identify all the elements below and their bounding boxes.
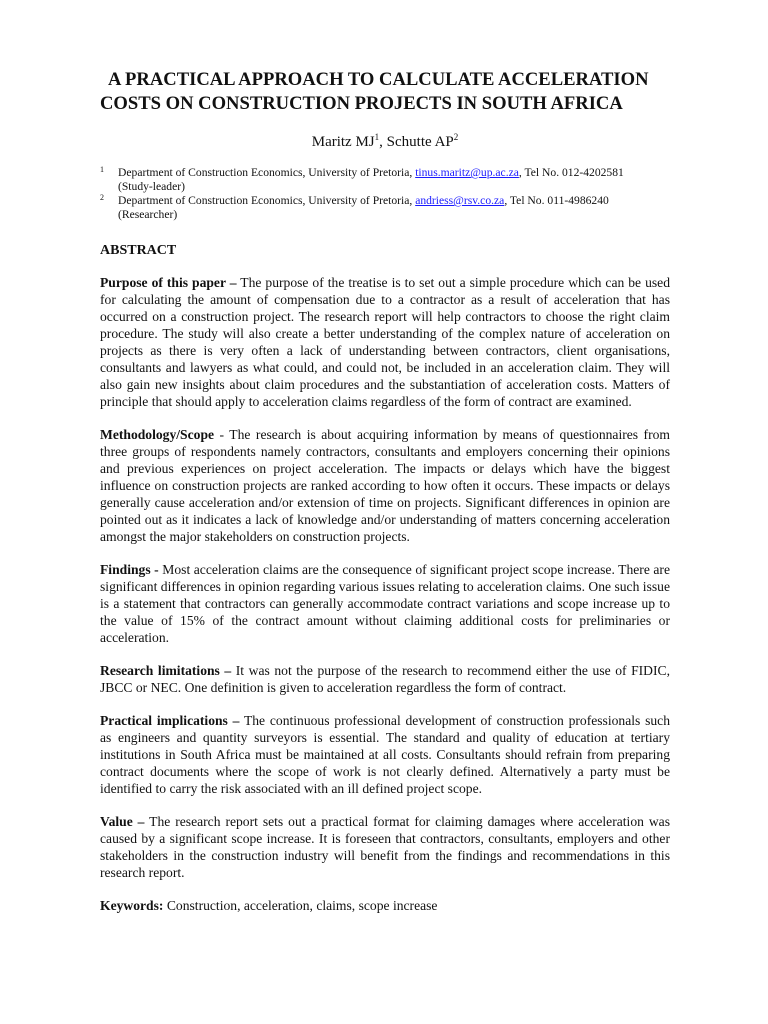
title-line-1: A PRACTICAL APPROACH TO CALCULATE ACCELERATION (108, 69, 649, 90)
value-text: The research report sets out a practical format for claiming damages where acceleration was caused by a significant scope increase. It is foreseen that contractors, consultants, employers and other stakeholders in the construction industry will benefit from the findings and recommendations in this research report. (100, 814, 670, 880)
keywords-label: Keywords: (100, 898, 164, 913)
affiliation-1-role: (Study-leader) (118, 180, 185, 193)
value-label: Value – (100, 814, 145, 829)
affiliation-1 (100, 166, 670, 194)
title-line-2: COSTS ON CONSTRUCTION PROJECTS IN SOUTH AFRICA (100, 93, 623, 114)
keywords-paragraph (100, 897, 670, 914)
affiliation-2-text: Department of Construction Economics, University of Pretoria, (118, 194, 416, 207)
document-page (100, 68, 670, 930)
author-2: Schutte AP (386, 134, 454, 150)
implications-paragraph (100, 712, 670, 797)
limitations-text: It was not the purpose of the research to recommend either the use of FIDIC, JBCC or NEC. One definition is given to acceleration regardless the form of contract. (100, 663, 670, 695)
value-paragraph (100, 813, 670, 881)
affiliation-2 (100, 194, 670, 222)
affiliations (100, 166, 670, 222)
affiliation-1-phone: , Tel No. 012-4202581 (518, 166, 624, 179)
limitations-label: Research limitations – (100, 663, 232, 678)
purpose-paragraph (100, 274, 670, 410)
affiliation-2-email-link[interactable]: andriess@rsv.co.za (415, 194, 505, 207)
purpose-text: The purpose of the treatise is to set out a simple procedure which can be used for calculating the amount of compensation due to a contractor as a result of acceleration that has occurred on a construction project. The research report will help contractors to choose the right claim procedure. The study will also create a better understanding of the complex nature of acceleration on projects as there is very often a lack of understanding between contractors, client organisations, consultants and lawyers as what could, and could not, be included in an acceleration claim. They will also gain new insights about claim procedures and the substantiation of acceleration costs. Matters of principle that should apply to acceleration claims regardless of the form of contract are examined. (100, 275, 670, 409)
implications-label: Practical implications – (100, 713, 240, 728)
findings-label: Findings - (100, 562, 159, 577)
keywords-text: Construction, acceleration, claims, scope increase (163, 898, 438, 913)
author-separator: , (379, 134, 387, 150)
methodology-text: - The research is about acquiring information by means of questionnaires from three groups of respondents namely contractors, consultants and employers concerning their opinions and previous experiences on project acceleration. The impacts or delays which have the biggest influence on construction projects are ranked according to how often it occurs. These impacts or delays generally cause acceleration and/or extension of time on projects. Significant differences in opinion are pointed out as it indicates a lack of knowledge and/or understanding of matters concerning acceleration amongst the major stakeholders on construction projects. (100, 427, 670, 544)
methodology-paragraph (100, 426, 670, 545)
methodology-label: Methodology/Scope (100, 427, 215, 442)
author-1-superscript: 1 (374, 132, 380, 142)
purpose-label: Purpose of this paper – (100, 275, 237, 290)
implications-text: The continuous professional development of construction professionals such as engineers and quantity surveyors is essential. The standard and quality of education at tertiary institutions in South Africa must be maintained at all costs. Consultants should refrain from preparing contract documents where the scope of work is not clearly defined. Alternatively a party must be identified to carry the risk associated with an ill defined project scope. (100, 713, 670, 796)
affiliation-1-number: 1 (100, 165, 104, 174)
author-2-superscript: 2 (453, 132, 459, 142)
author-list (100, 132, 670, 152)
affiliation-1-text: Department of Construction Economics, University of Pretoria, (118, 166, 416, 179)
author-1: Maritz MJ (311, 134, 375, 150)
abstract-heading: ABSTRACT (100, 243, 177, 258)
findings-text: Most acceleration claims are the consequence of significant project scope increase. There are significant differences in opinion regarding various issues relating to acceleration claims. One such issue is a statement that contractors can generally accommodate contract variations and scope increase up to the value of 15% of the contract amount without claiming additional costs for preliminaries or acceleration. (100, 562, 670, 645)
affiliation-2-phone: , Tel No. 011-4986240 (504, 194, 609, 207)
affiliation-1-email-link[interactable]: tinus.maritz@up.ac.za (415, 166, 519, 179)
paper-title (100, 68, 670, 116)
affiliation-2-number: 2 (100, 193, 104, 202)
affiliation-2-role: (Researcher) (118, 208, 178, 221)
findings-paragraph (100, 561, 670, 646)
limitations-paragraph (100, 662, 670, 696)
